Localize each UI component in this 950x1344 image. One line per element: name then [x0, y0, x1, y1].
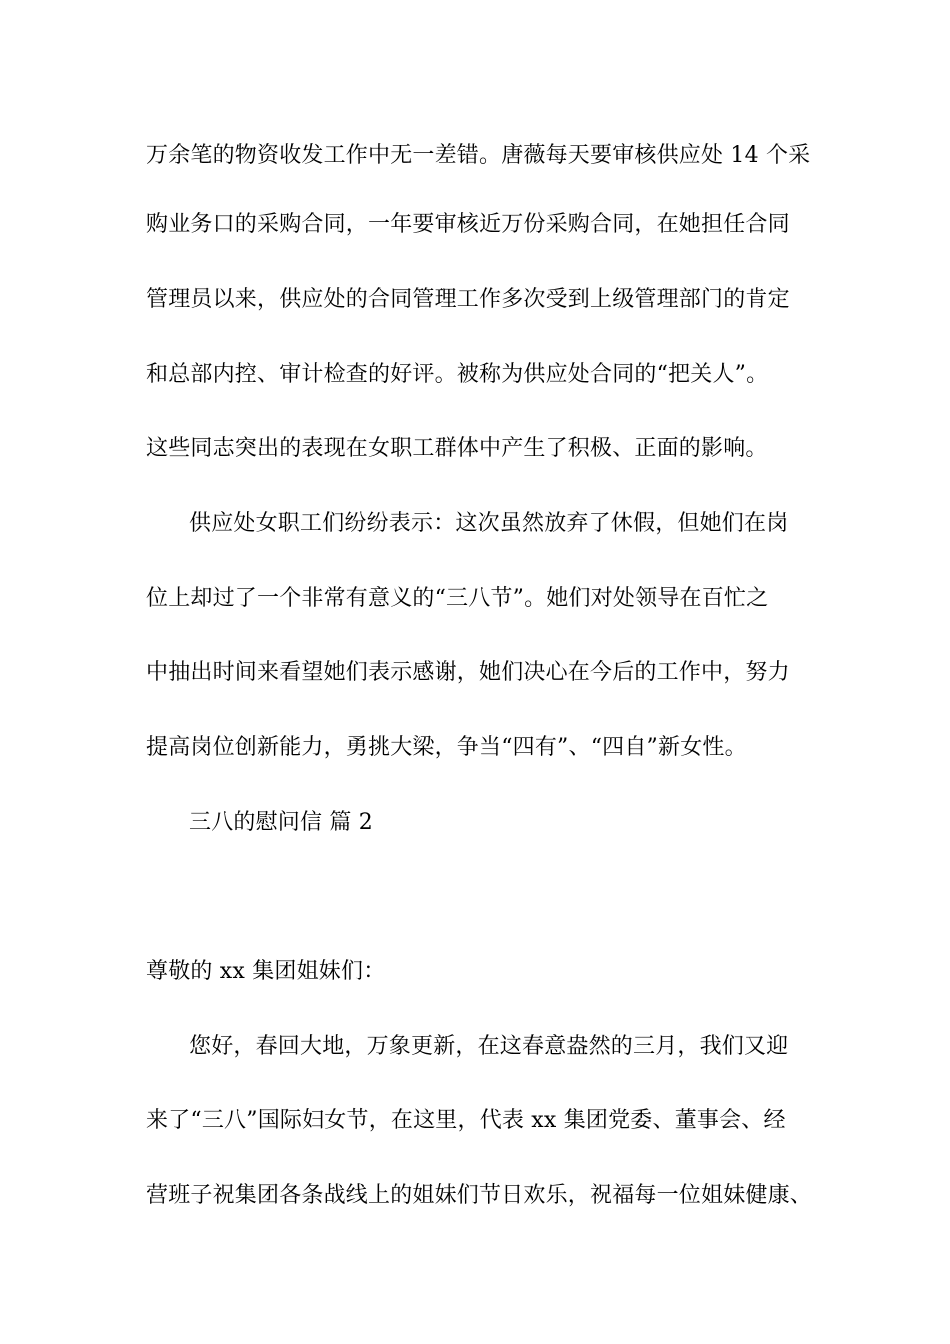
paragraph-line-9: 提高岗位创新能力，勇挑大梁，争当“四有”、“四自”新女性。	[146, 735, 747, 760]
salutation: 尊敬的 xx 集团姐妹们：	[146, 959, 386, 984]
paragraph-line-7: 位上却过了一个非常有意义的“三八节”。她们对处领导在百忙之	[146, 586, 769, 611]
paragraph-line-4: 和总部内控、审计检查的好评。被称为供应处合同的“把关人”。	[146, 362, 769, 387]
paragraph-line-10: 您好，春回大地，万象更新，在这春意盎然的三月，我们又迎	[189, 1034, 789, 1059]
paragraph-line-12: 营班子祝集团各条战线上的姐妹们节日欢乐，祝福每一位姐妹健康、	[146, 1183, 813, 1208]
paragraph-line-1: 万余笔的物资收发工作中无一差错。唐薇每天要审核供应处 14 个采	[146, 143, 811, 168]
paragraph-line-6: 供应处女职工们纷纷表示：这次虽然放弃了休假，但她们在岗	[189, 511, 789, 536]
section-heading: 三八的慰问信 篇 2	[189, 810, 373, 835]
paragraph-line-5: 这些同志突出的表现在女职工群体中产生了积极、正面的影响。	[146, 436, 768, 461]
paragraph-line-2: 购业务口的采购合同，一年要审核近万份采购合同，在她担任合同	[146, 212, 790, 237]
paragraph-line-3: 管理员以来，供应处的合同管理工作多次受到上级管理部门的肯定	[146, 287, 790, 312]
paragraph-line-8: 中抽出时间来看望她们表示感谢，她们决心在今后的工作中，努力	[146, 660, 790, 685]
paragraph-line-11: 来了“三八”国际妇女节，在这里，代表 xx 集团党委、董事会、经	[146, 1108, 786, 1133]
